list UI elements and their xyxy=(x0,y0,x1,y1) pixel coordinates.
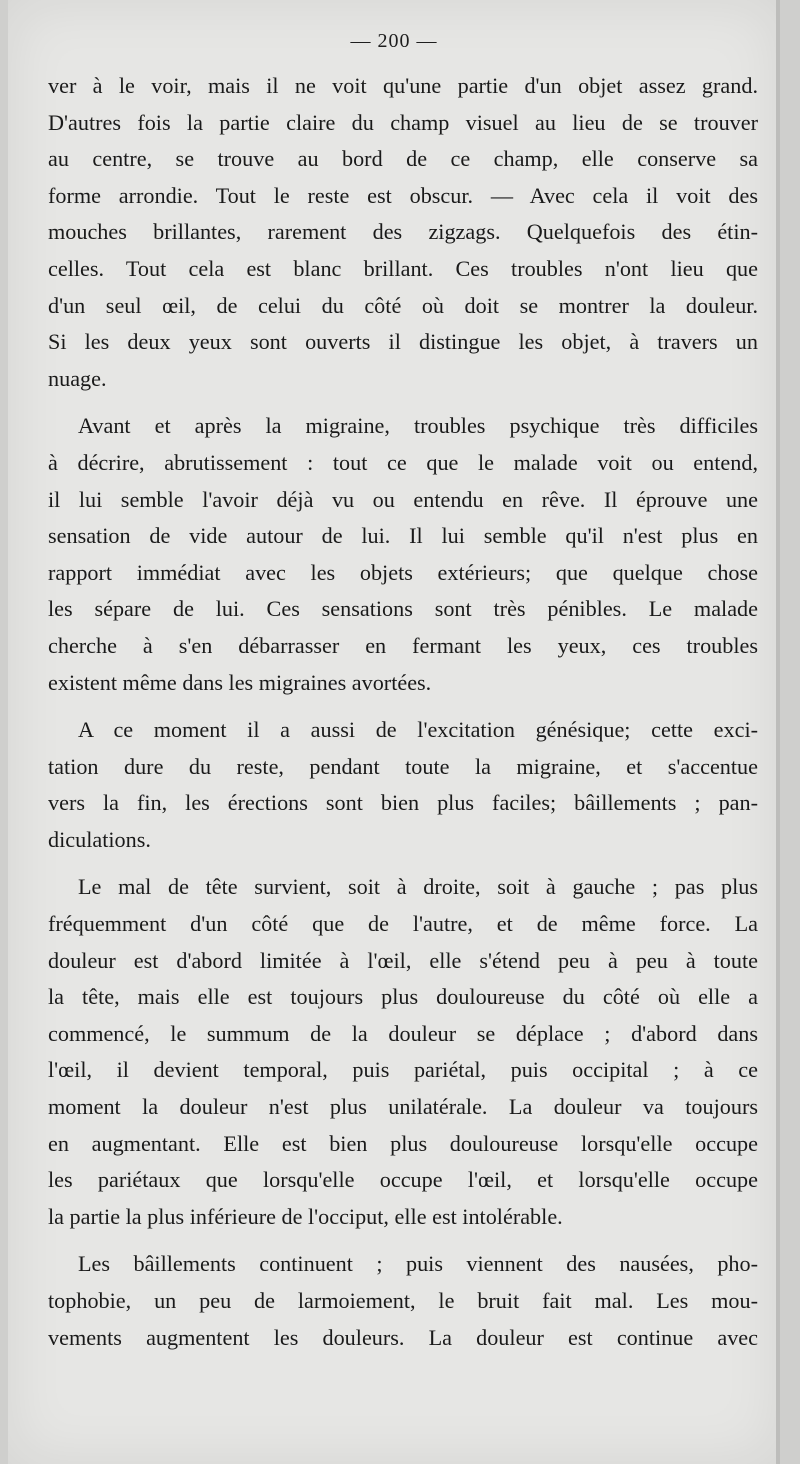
text-line: les pariétaux que lorsqu'elle occupe l'œil, et lorsqu'elle occupe xyxy=(48,1167,758,1193)
text-line: tation dure du reste, pendant toute la migraine, et s'accentue xyxy=(48,753,758,779)
text-line: commencé, le summum de la douleur se déplace ; d'abord dans xyxy=(48,1020,758,1046)
text-line: mouches brillantes, rarement des zigzags. Quelquefois des étin- xyxy=(48,219,758,245)
text-line: vements augmentent les douleurs. La douleur est continue avec xyxy=(48,1324,758,1350)
paragraph xyxy=(48,869,758,1235)
text-line: d'un seul œil, de celui du côté où doit se montrer la douleur. xyxy=(48,292,758,318)
text-line: vers la fin, les érections sont bien plus faciles; bâillements ; pan- xyxy=(48,790,758,816)
text-line: douleur est d'abord limitée à l'œil, elle s'étend peu à peu à toute xyxy=(48,947,758,973)
text-line: Avant et après la migraine, troubles psychique très difficiles xyxy=(78,413,758,439)
text-line: A ce moment il a aussi de l'excitation génésique; cette exci- xyxy=(78,717,758,743)
text-line: rapport immédiat avec les objets extérieurs; que quelque chose xyxy=(48,559,758,585)
text-line: celles. Tout cela est blanc brillant. Ces troubles n'ont lieu que xyxy=(48,255,758,281)
text-line: la tête, mais elle est toujours plus douloureuse du côté où elle a xyxy=(48,984,758,1010)
text-line: nuage. xyxy=(48,365,107,391)
paragraph xyxy=(48,68,758,397)
text-line: forme arrondie. Tout le reste est obscur. — Avec cela il voit des xyxy=(48,182,758,208)
text-line: fréquemment d'un côté que de l'autre, et de même force. La xyxy=(48,911,758,937)
text-line: cherche à s'en débarrasser en fermant les yeux, ces troubles xyxy=(48,632,758,658)
text-line: l'œil, il devient temporal, puis pariétal, puis occipital ; à ce xyxy=(48,1057,758,1083)
text-line: à décrire, abrutissement : tout ce que le malade voit ou entend, xyxy=(48,449,758,475)
page-number: — 200 — xyxy=(350,30,438,52)
page-edge xyxy=(776,0,780,1464)
text-line: D'autres fois la partie claire du champ visuel au lieu de se trouver xyxy=(48,109,758,135)
paragraph xyxy=(48,408,758,701)
text-line: tophobie, un peu de larmoiement, le bruit fait mal. Les mou- xyxy=(48,1288,758,1313)
text-line: moment la douleur n'est plus unilatérale. La douleur va toujours xyxy=(48,1094,758,1120)
text-line: Les bâillements continuent ; puis viennent des nausées, pho- xyxy=(78,1251,758,1277)
text-line: ver à le voir, mais il ne voit qu'une partie d'un objet assez grand. xyxy=(48,73,758,98)
text-body xyxy=(48,68,758,1356)
book-page xyxy=(8,0,780,1464)
text-line: sensation de vide autour de lui. Il lui semble qu'il n'est plus en xyxy=(48,523,758,549)
text-line: il lui semble l'avoir déjà vu ou entendu en rêve. Il éprouve une xyxy=(48,486,758,512)
paragraph xyxy=(48,712,758,858)
text-line: Le mal de tête survient, soit à droite, soit à gauche ; pas plus xyxy=(78,874,758,900)
text-line: au centre, se trouve au bord de ce champ, elle conserve sa xyxy=(48,146,758,172)
text-line: existent même dans les migraines avortées. xyxy=(48,669,432,695)
text-line: en augmentant. Elle est bien plus douloureuse lorsqu'elle occupe xyxy=(48,1130,758,1156)
paragraph xyxy=(48,1246,758,1356)
text-line: les sépare de lui. Ces sensations sont très pénibles. Le malade xyxy=(48,596,758,622)
text-line: diculations. xyxy=(48,826,151,852)
text-line: la partie la plus inférieure de l'occiput, elle est intolérable. xyxy=(48,1203,563,1229)
text-line: Si les deux yeux sont ouverts il distingue les objet, à travers un xyxy=(48,329,758,355)
